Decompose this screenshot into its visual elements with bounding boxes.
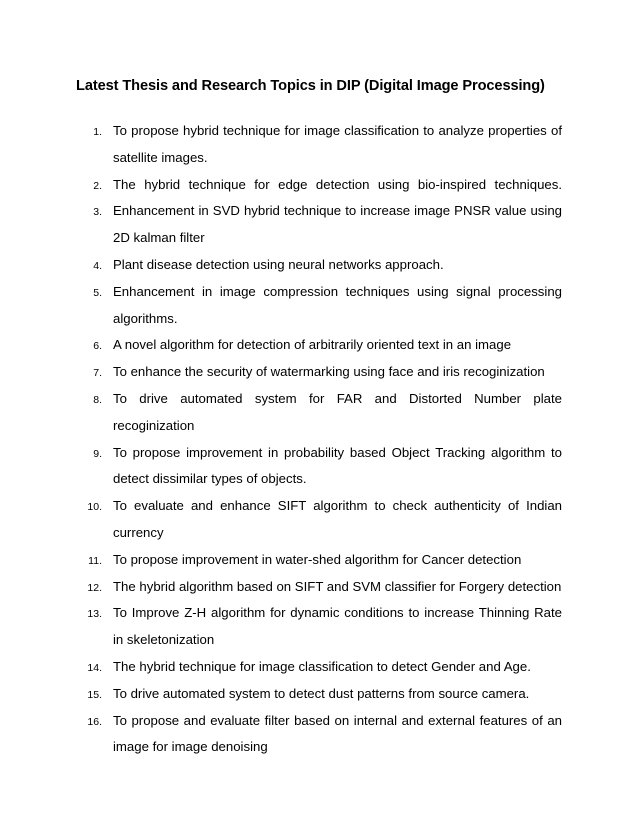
topic-item — [0, 708, 562, 762]
topic-item — [0, 118, 562, 172]
topic-number: 14. — [87, 661, 102, 674]
topic-number: 2. — [93, 179, 102, 192]
topic-text: Plant disease detection using neural networks approach. — [113, 256, 444, 272]
topic-number: 8. — [93, 393, 102, 406]
topic-item — [0, 252, 562, 279]
topic-text: A novel algorithm for detection of arbitrarily oriented text in an image — [113, 337, 512, 353]
topic-item — [0, 359, 562, 386]
topic-number: 12. — [87, 581, 102, 594]
topic-text: The hybrid technique for edge detection using bio-inspired techniques. — [113, 176, 562, 192]
topic-number: 10. — [87, 501, 102, 514]
topic-text: The hybrid algorithm based on SIFT and SVM classifier for Forgery detection — [113, 578, 562, 594]
topic-text: To drive automated system for FAR and Distorted Number plate recoginization — [113, 390, 562, 433]
topic-item — [0, 493, 562, 547]
topic-number: 4. — [93, 259, 102, 272]
topic-item — [0, 332, 562, 359]
topic-number: 11. — [88, 554, 102, 567]
topic-text: To propose and evaluate filter based on internal and external features of an image for image denoising — [113, 712, 562, 755]
document-title: Latest Thesis and Research Topics in DIP (Digital Image Processing) — [76, 78, 545, 94]
topic-number: 1. — [93, 126, 102, 138]
topic-item — [0, 386, 562, 440]
topic-item — [0, 440, 562, 494]
topic-item — [0, 654, 562, 681]
topic-text: Enhancement in SVD hybrid technique to increase image PNSR value using 2D kalman filter — [113, 203, 562, 246]
topic-item — [0, 198, 562, 252]
topic-number: 9. — [93, 447, 102, 460]
topic-number: 16. — [87, 715, 102, 728]
topic-text: To propose improvement in water-shed algorithm for Cancer detection — [113, 551, 522, 567]
topic-number: 13. — [87, 608, 102, 621]
topic-item — [0, 600, 562, 654]
topic-item — [0, 279, 562, 333]
topic-text: Enhancement in image compression techniques using signal processing algorithms. — [113, 283, 562, 326]
topic-text: The hybrid technique for image classification to detect Gender and Age. — [113, 658, 531, 674]
topic-number: 15. — [87, 688, 102, 701]
topic-number: 6. — [93, 340, 102, 353]
topic-list — [0, 118, 638, 761]
topic-number: 3. — [93, 206, 102, 219]
topic-text: To evaluate and enhance SIFT algorithm to check authenticity of Indian currency — [113, 498, 562, 540]
topic-number: 7. — [93, 367, 102, 380]
topic-text: To propose improvement in probability based Object Tracking algorithm to detect dissimilar types of objects. — [113, 444, 562, 487]
topic-item — [0, 681, 562, 708]
topic-text: To Improve Z-H algorithm for dynamic conditions to increase Thinning Rate in skeletonization — [113, 605, 562, 648]
topic-text: To enhance the security of watermarking using face and iris recoginization — [113, 364, 545, 380]
topic-number: 5. — [93, 286, 102, 299]
topic-item — [0, 172, 562, 199]
topic-text: To drive automated system to detect dust patterns from source camera. — [113, 685, 530, 701]
topic-text: To propose hybrid technique for image classification to analyze properties of satellite images. — [113, 123, 562, 165]
topic-item — [0, 574, 562, 601]
topic-item — [0, 547, 562, 574]
